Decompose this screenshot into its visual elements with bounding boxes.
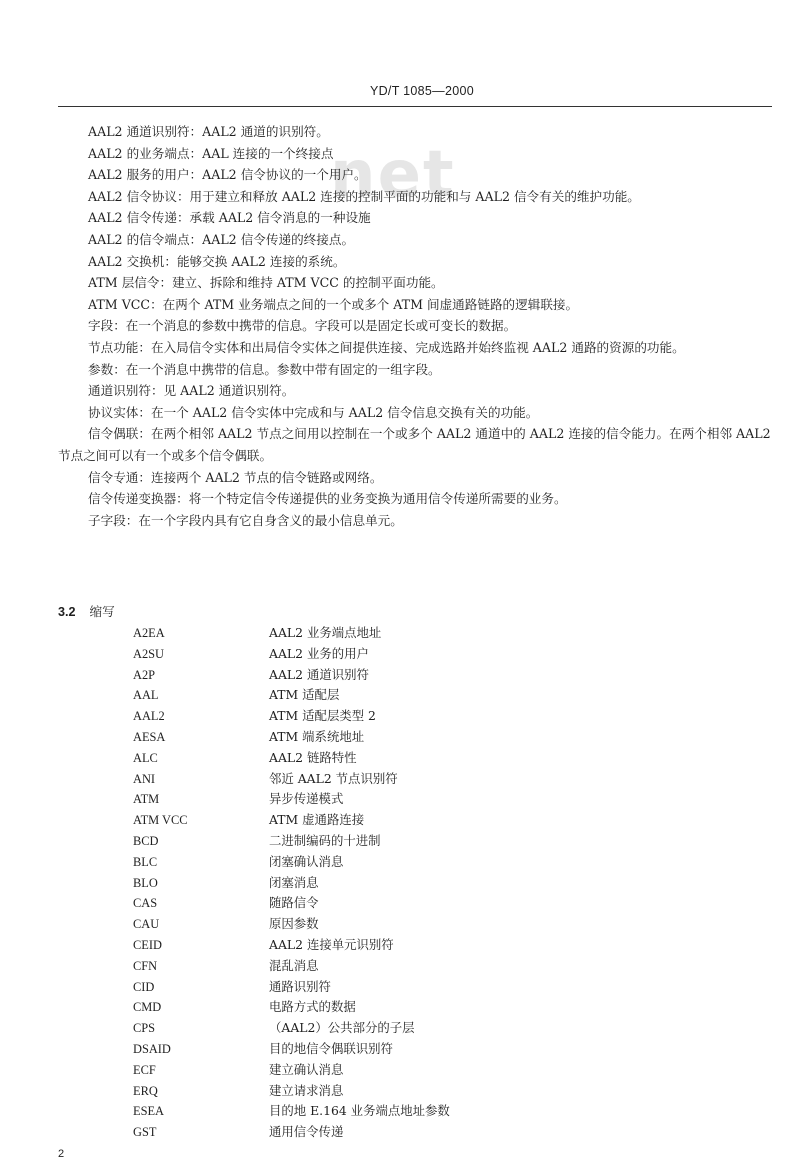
abbreviation-term: ERQ: [133, 1083, 158, 1098]
abbreviation-row: [133, 644, 450, 665]
abbreviation-meaning: ATM 适配层类型 2: [269, 708, 376, 724]
abbreviation-meaning: 建立请求消息: [269, 1082, 344, 1098]
definition-paragraph: AAL2 交换机：能够交换 AAL2 连接的系统。: [88, 253, 346, 269]
abbreviation-term: A2EA: [133, 626, 165, 640]
abbreviation-row: [133, 893, 450, 914]
abbreviation-row: [133, 665, 450, 686]
abbreviation-row: [133, 748, 450, 769]
definition-paragraph: 协议实体：在一个 AAL2 信令实体中完成和与 AAL2 信令信息交换有关的功能。: [88, 404, 539, 420]
definition-paragraph: 参数：在一个消息中携带的信息。参数中带有固定的一组字段。: [88, 361, 441, 377]
abbreviation-meaning: AAL2 通道识别符: [269, 666, 369, 682]
definition-paragraph: 节点功能：在入局信令实体和出局信令实体之间提供连接、完成选路并始终监视 AAL2 通路的资源的功能。: [88, 339, 685, 355]
page-number: 2: [58, 1148, 65, 1160]
abbreviation-term: AAL: [133, 688, 159, 703]
abbreviation-term: BLC: [133, 854, 158, 869]
abbreviation-term: ALC: [133, 750, 158, 765]
abbreviation-term: CFN: [133, 958, 158, 973]
section-number: 3.2: [58, 605, 76, 619]
abbreviation-meaning: 原因参数: [269, 916, 319, 932]
abbreviation-table: [133, 623, 450, 1143]
abbreviation-row: [133, 810, 450, 831]
standard-code: YD/T 1085—2000: [369, 84, 474, 98]
section-heading: [58, 601, 115, 620]
abbreviation-row: [133, 1101, 450, 1122]
abbreviation-row: [133, 977, 450, 998]
watermark: net: [330, 138, 456, 212]
abbreviation-term: CPS: [133, 1021, 156, 1036]
abbreviation-term: A2P: [133, 667, 156, 682]
abbreviation-meaning: 二进制编码的十进制: [269, 832, 381, 848]
abbreviation-meaning: AAL2 连接单元识别符: [269, 936, 394, 952]
definition-paragraph: 信令专通：连接两个 AAL2 节点的信令链路或网络。: [88, 469, 383, 485]
page-header: [58, 82, 772, 107]
definition-paragraph: AAL2 信令传递：承载 AAL2 信令消息的一种设施: [88, 210, 371, 226]
abbreviation-term: AESA: [133, 729, 166, 744]
abbreviation-meaning: 闭塞消息: [269, 874, 319, 890]
abbreviation-row: [133, 685, 450, 706]
definition-paragraph: AAL2 服务的用户：AAL2 信令协议的一个用户。: [88, 167, 367, 183]
abbreviation-row: [133, 1122, 450, 1143]
abbreviation-meaning: ATM 虚通路连接: [269, 812, 365, 828]
definition-paragraph: 信令偶联：在两个相邻 AAL2 节点之间用以控制在一个或多个 AAL2 通道中的 AAL2 连接的信令能力。在两个相邻 AAL2 节点之间可以有一个或多个信令偶联。: [58, 426, 771, 463]
abbreviation-term: DSAID: [133, 1041, 171, 1056]
abbreviation-row: [133, 1060, 450, 1081]
abbreviation-meaning: ATM 端系统地址: [269, 728, 365, 744]
section-title: 缩写: [89, 604, 115, 619]
abbreviation-meaning: AAL2 业务的用户: [269, 645, 369, 661]
definition-paragraph: 子字段：在一个字段内具有它自身含义的最小信息单元。: [88, 512, 403, 528]
definition-paragraph: 字段：在一个消息的参数中携带的信息。字段可以是固定长或可变长的数据。: [88, 318, 517, 334]
abbreviation-term: ANI: [133, 771, 156, 786]
abbreviation-meaning: 异步传递模式: [269, 791, 344, 807]
abbreviation-row: [133, 1039, 450, 1060]
abbreviation-meaning: 通用信令传递: [269, 1124, 344, 1140]
abbreviation-term: ATM VCC: [133, 813, 188, 828]
abbreviation-term: BLO: [133, 875, 158, 890]
abbreviation-term: CEID: [133, 937, 162, 952]
abbreviation-term: A2SU: [133, 646, 164, 661]
definition-paragraph: AAL2 的业务端点：AAL 连接的一个终接点: [88, 145, 334, 161]
abbreviation-term: AAL2: [133, 709, 165, 724]
abbreviation-meaning: 随路信令: [269, 895, 319, 911]
abbreviation-meaning: ATM 适配层: [269, 687, 340, 703]
definition-paragraph: 通道识别符：见 AAL2 通道识别符。: [88, 383, 295, 399]
abbreviation-row: [133, 852, 450, 873]
abbreviation-row: [133, 623, 450, 644]
abbreviation-meaning: 闭塞确认消息: [269, 853, 344, 869]
abbreviation-term: ATM: [133, 792, 160, 807]
abbreviation-row: [133, 1081, 450, 1102]
abbreviation-row: [133, 935, 450, 956]
abbreviation-row: [133, 1018, 450, 1039]
abbreviation-meaning: 建立确认消息: [269, 1061, 344, 1077]
abbreviation-term: ECF: [133, 1062, 156, 1077]
abbreviation-term: CID: [133, 979, 155, 994]
abbreviation-term: GST: [133, 1125, 157, 1140]
abbreviation-meaning: 通路识别符: [269, 978, 331, 994]
definition-paragraph: ATM VCC：在两个 ATM 业务端点之间的一个或多个 ATM 间虚通路链路的逻辑联接。: [88, 296, 579, 312]
abbreviation-meaning: 邻近 AAL2 节点识别符: [269, 770, 398, 786]
abbreviation-term: CMD: [133, 1000, 162, 1015]
abbreviation-meaning: 目的地 E.164 业务端点地址参数: [269, 1103, 450, 1119]
abbreviation-row: [133, 727, 450, 748]
abbreviation-term: BCD: [133, 833, 159, 848]
abbreviation-term: ESEA: [133, 1104, 164, 1119]
abbreviation-row: [133, 769, 450, 790]
definition-paragraph: AAL2 信令协议：用于建立和释放 AAL2 连接的控制平面的功能和与 AAL2 信令有关的维护功能。: [88, 188, 640, 204]
abbreviation-row: [133, 873, 450, 894]
definition-paragraph: ATM 层信令：建立、拆除和维持 ATM VCC 的控制平面功能。: [88, 275, 444, 291]
abbreviation-meaning: AAL2 业务端点地址: [269, 625, 382, 640]
abbreviation-meaning: 混乱消息: [269, 957, 319, 973]
abbreviation-meaning: 目的地信令偶联识别符: [269, 1040, 393, 1056]
abbreviation-meaning: AAL2 链路特性: [269, 749, 357, 765]
definition-paragraph: 信令传递变换器：将一个特定信令传递提供的业务变换为通用信令传递所需要的业务。: [88, 491, 567, 507]
definition-paragraph: AAL2 通道识别符：AAL2 通道的识别符。: [88, 124, 329, 139]
abbreviation-row: [133, 831, 450, 852]
abbreviation-row: [133, 914, 450, 935]
definitions-list: [58, 121, 773, 531]
definition-paragraph: AAL2 的信令端点：AAL2 信令传递的终接点。: [88, 231, 355, 247]
abbreviation-row: [133, 706, 450, 727]
abbreviation-meaning: （AAL2）公共部分的子层: [269, 1020, 415, 1036]
abbreviation-row: [133, 956, 450, 977]
abbreviation-term: CAS: [133, 896, 158, 911]
abbreviation-row: [133, 789, 450, 810]
abbreviation-term: CAU: [133, 917, 160, 932]
abbreviation-meaning: 电路方式的数据: [269, 999, 356, 1015]
abbreviation-row: [133, 997, 450, 1018]
